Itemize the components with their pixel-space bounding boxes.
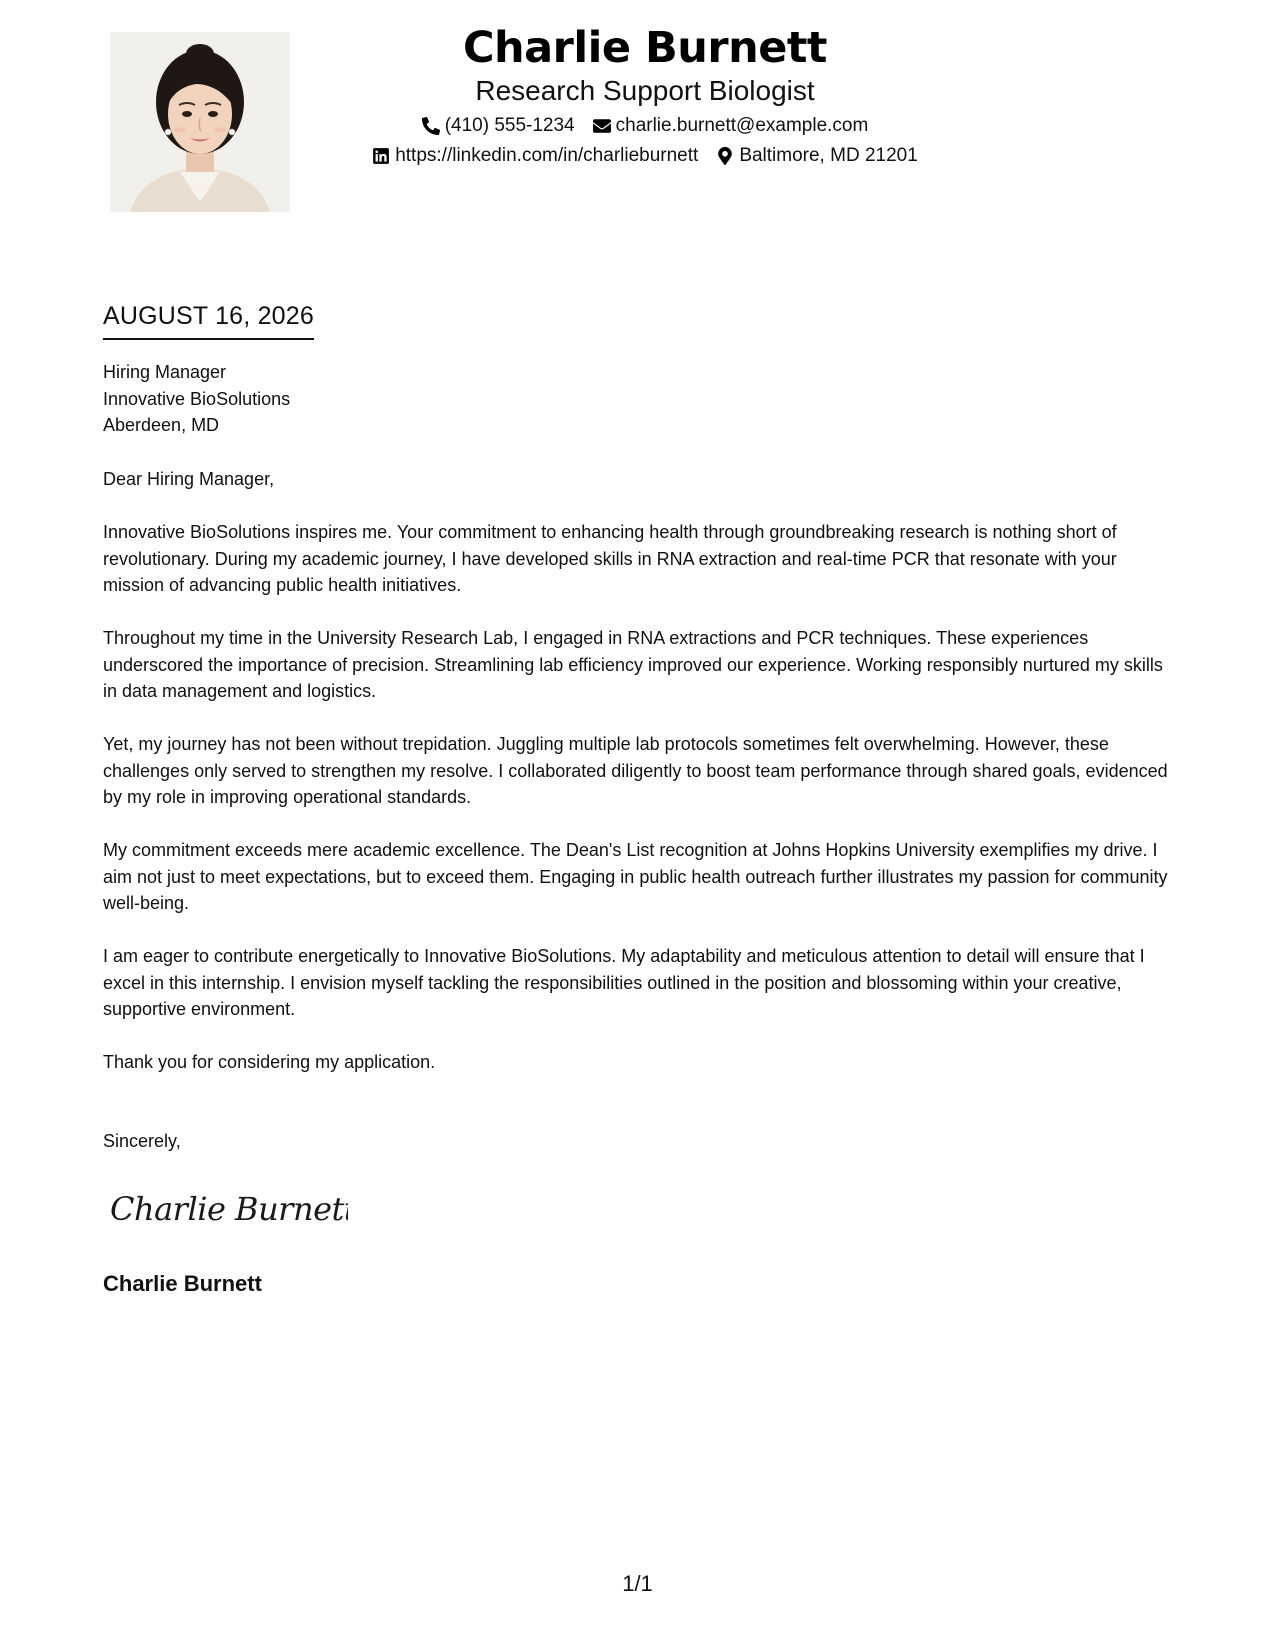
recipient-block [103, 359, 1178, 439]
contact-email[interactable] [593, 114, 869, 138]
page-number: 1/1 [622, 1571, 653, 1596]
body-paragraph: My commitment exceeds mere academic excellence. The Dean's List recognition at Johns Hopkins University exemplifies my drive. I aim not just to meet expectations, but to exceed them. Engaging in public health outreach further illustrates my passion for community well-being. [103, 840, 1168, 913]
salutation: Dear Hiring Manager, [103, 469, 275, 489]
phone-text: (410) 555-1234 [444, 115, 575, 136]
contact-row-1 [320, 114, 970, 138]
applicant-name: Charlie Burnett [463, 23, 827, 73]
letter-date: AUGUST 16, 2026 [103, 300, 314, 340]
phone-icon [422, 117, 440, 135]
contact-phone[interactable] [422, 114, 575, 138]
signature [108, 1182, 348, 1237]
recipient-location: Aberdeen, MD [103, 415, 220, 435]
body-paragraph: Throughout my time in the University Research Lab, I engaged in RNA extractions and PCR techniques. These experiences underscored the importance of precision. Streamlining lab efficiency improved our experience. Working responsibly nurtured my skills in data management and logistics. [103, 628, 1163, 701]
svg-text:Charlie Burnett: Charlie Burnett [110, 1190, 348, 1228]
recipient-name: Hiring Manager [103, 362, 227, 382]
email-text: charlie.burnett@example.com [615, 115, 869, 136]
recipient-company: Innovative BioSolutions [103, 388, 291, 409]
envelope-icon [593, 117, 611, 135]
map-marker-icon [716, 147, 734, 165]
profile-photo [110, 32, 290, 212]
thanks-line: Thank you for considering my application. [103, 1052, 436, 1072]
linkedin-text: https://linkedin.com/in/charlieburnett [395, 145, 699, 166]
linkedin-icon [372, 147, 390, 165]
contact-location [716, 144, 917, 168]
applicant-title: Research Support Biologist [475, 75, 815, 106]
body-paragraph: Yet, my journey has not been without trepidation. Juggling multiple lab protocols sometimes felt overwhelming. However, these challenges only served to strengthen my resolve. I collaborated diligently to boost team performance through shared goals, evidenced by my role in improving operational standards. [103, 734, 1168, 807]
closing: Sincerely, [103, 1131, 181, 1151]
signature-image [108, 1182, 348, 1232]
contact-linkedin[interactable] [372, 144, 698, 168]
location-text: Baltimore, MD 21201 [739, 145, 918, 166]
contact-row-2 [320, 144, 970, 168]
letter-header [320, 22, 970, 168]
body-paragraph: I am eager to contribute energetically to Innovative BioSolutions. My adaptability and meticulous attention to detail will ensure that I excel in this internship. I envision myself tackling the responsibilities outlined in the position and blossoming within your creative, supportive environment. [103, 946, 1145, 1019]
signer-name: Charlie Burnett [103, 1271, 262, 1296]
body-paragraph: Innovative BioSolutions inspires me. Your commitment to enhancing health through groundbreaking research is nothing short of revolutionary. During my academic journey, I have developed skills in RNA extraction and real-time PCR that resonate with your mission of advancing public health initiatives. [103, 522, 1117, 595]
avatar [110, 32, 290, 212]
